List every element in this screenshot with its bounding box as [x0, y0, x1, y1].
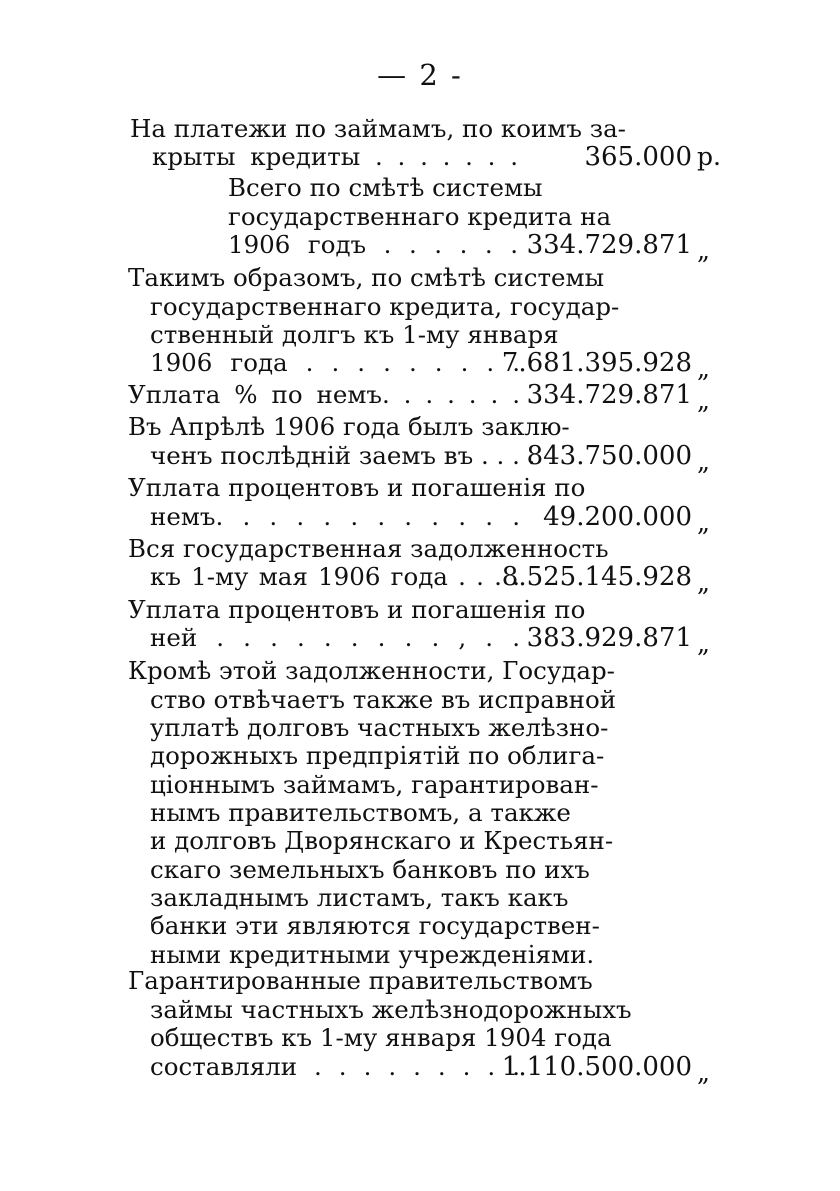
entry-unit: „ [697, 568, 710, 597]
entry-amount: 7.681.395.928 [501, 348, 692, 378]
entry-text-line: ней . . . . . . . . . , . . [150, 623, 520, 652]
entry-text-line: государственнаго кредита на [228, 202, 612, 231]
entry-amount: 8.525.145.928 [501, 562, 692, 592]
entry-text-line: 1906 года . . . . . . . . . [150, 348, 520, 377]
entry-text-line: Уплата процентовъ и погашенія по [128, 473, 586, 502]
entry-text-line: Такимъ образомъ, по смѣтѣ системы [128, 263, 605, 292]
entry-unit: р. [697, 142, 721, 171]
entry-amount: 843.750.000 [526, 441, 692, 471]
entry-unit: „ [697, 1058, 710, 1087]
entry-amount: 1.110.500.000 [501, 1052, 692, 1082]
entry-amount: 365.000 [584, 142, 692, 172]
entry-amount: 49.200.000 [543, 502, 692, 532]
entry-text-line: На платежи по займамъ, по коимъ за- [130, 114, 626, 143]
entry-unit: „ [697, 386, 710, 415]
entry-amount: 334.729.871 [526, 380, 692, 410]
entry-unit: „ [697, 629, 710, 658]
paragraph-line: закладнымъ листамъ, такъ какъ [150, 883, 569, 912]
entry-text-line: Гарантированные правительствомъ [128, 966, 593, 995]
entry-unit: „ [697, 354, 710, 383]
entry-text-line: государственнаго кредита, государ- [150, 292, 620, 321]
paragraph-line: банки эти являются государствен- [150, 911, 600, 940]
entry-amount: 334.729.871 [526, 230, 692, 260]
entry-text-line: Въ Апрѣлѣ 1906 года былъ заклю- [128, 412, 570, 441]
entry-text-line: займы частныхъ желѣзнодорожныхъ [150, 995, 632, 1024]
entry-unit: „ [697, 447, 710, 476]
entry-text-line: Всего по смѣтѣ системы [228, 173, 543, 202]
entry-amount: 383.929.871 [526, 623, 692, 653]
paragraph-line: дорожныхъ предпріятій по облига- [150, 741, 605, 770]
paragraph-line: скаго земельныхъ банковъ по ихъ [150, 855, 590, 884]
paragraph-line: ціоннымъ займамъ, гарантирован- [150, 770, 599, 799]
paragraph-line: и долговъ Дворянскаго и Крестьян- [150, 826, 614, 855]
entry-text-line: крыты кредиты . . . . . . . [152, 142, 518, 171]
paragraph-line: ство отвѣчаетъ также въ исправной [150, 685, 617, 714]
paragraph-line: Кромѣ этой задолженности, Государ- [128, 656, 615, 685]
paragraph-line: ными кредитными учрежденіями. [150, 940, 595, 969]
entry-text-line: Уплата % по немъ. . . . . . . [128, 380, 520, 409]
entry-text-line: Уплата процентовъ и погашенія по [128, 595, 586, 624]
entry-text-line: ственный долгъ къ 1-му января [150, 320, 559, 349]
entry-text-line: ченъ послѣдній заемъ въ . . . . [150, 441, 536, 470]
entry-text-line: обществъ къ 1-му января 1904 года [150, 1023, 612, 1052]
entry-text-line: къ 1-му мая 1906 года . . . . [150, 562, 520, 591]
entry-text-line: немъ. . . . . . . . . . . . [150, 502, 520, 531]
page-number: — 2 - [377, 58, 463, 92]
entry-unit: „ [697, 508, 710, 537]
entry-text-line: составляли . . . . . . . . . [150, 1052, 520, 1081]
entry-text-line: Вся государственная задолженность [128, 534, 609, 563]
entry-unit: „ [697, 236, 710, 265]
paragraph-line: уплатѣ долговъ частныхъ желѣзно- [150, 713, 609, 742]
paragraph-line: нымъ правительствомъ, а также [150, 798, 571, 827]
entry-text-line: 1906 годъ . . . . . . [228, 230, 518, 259]
